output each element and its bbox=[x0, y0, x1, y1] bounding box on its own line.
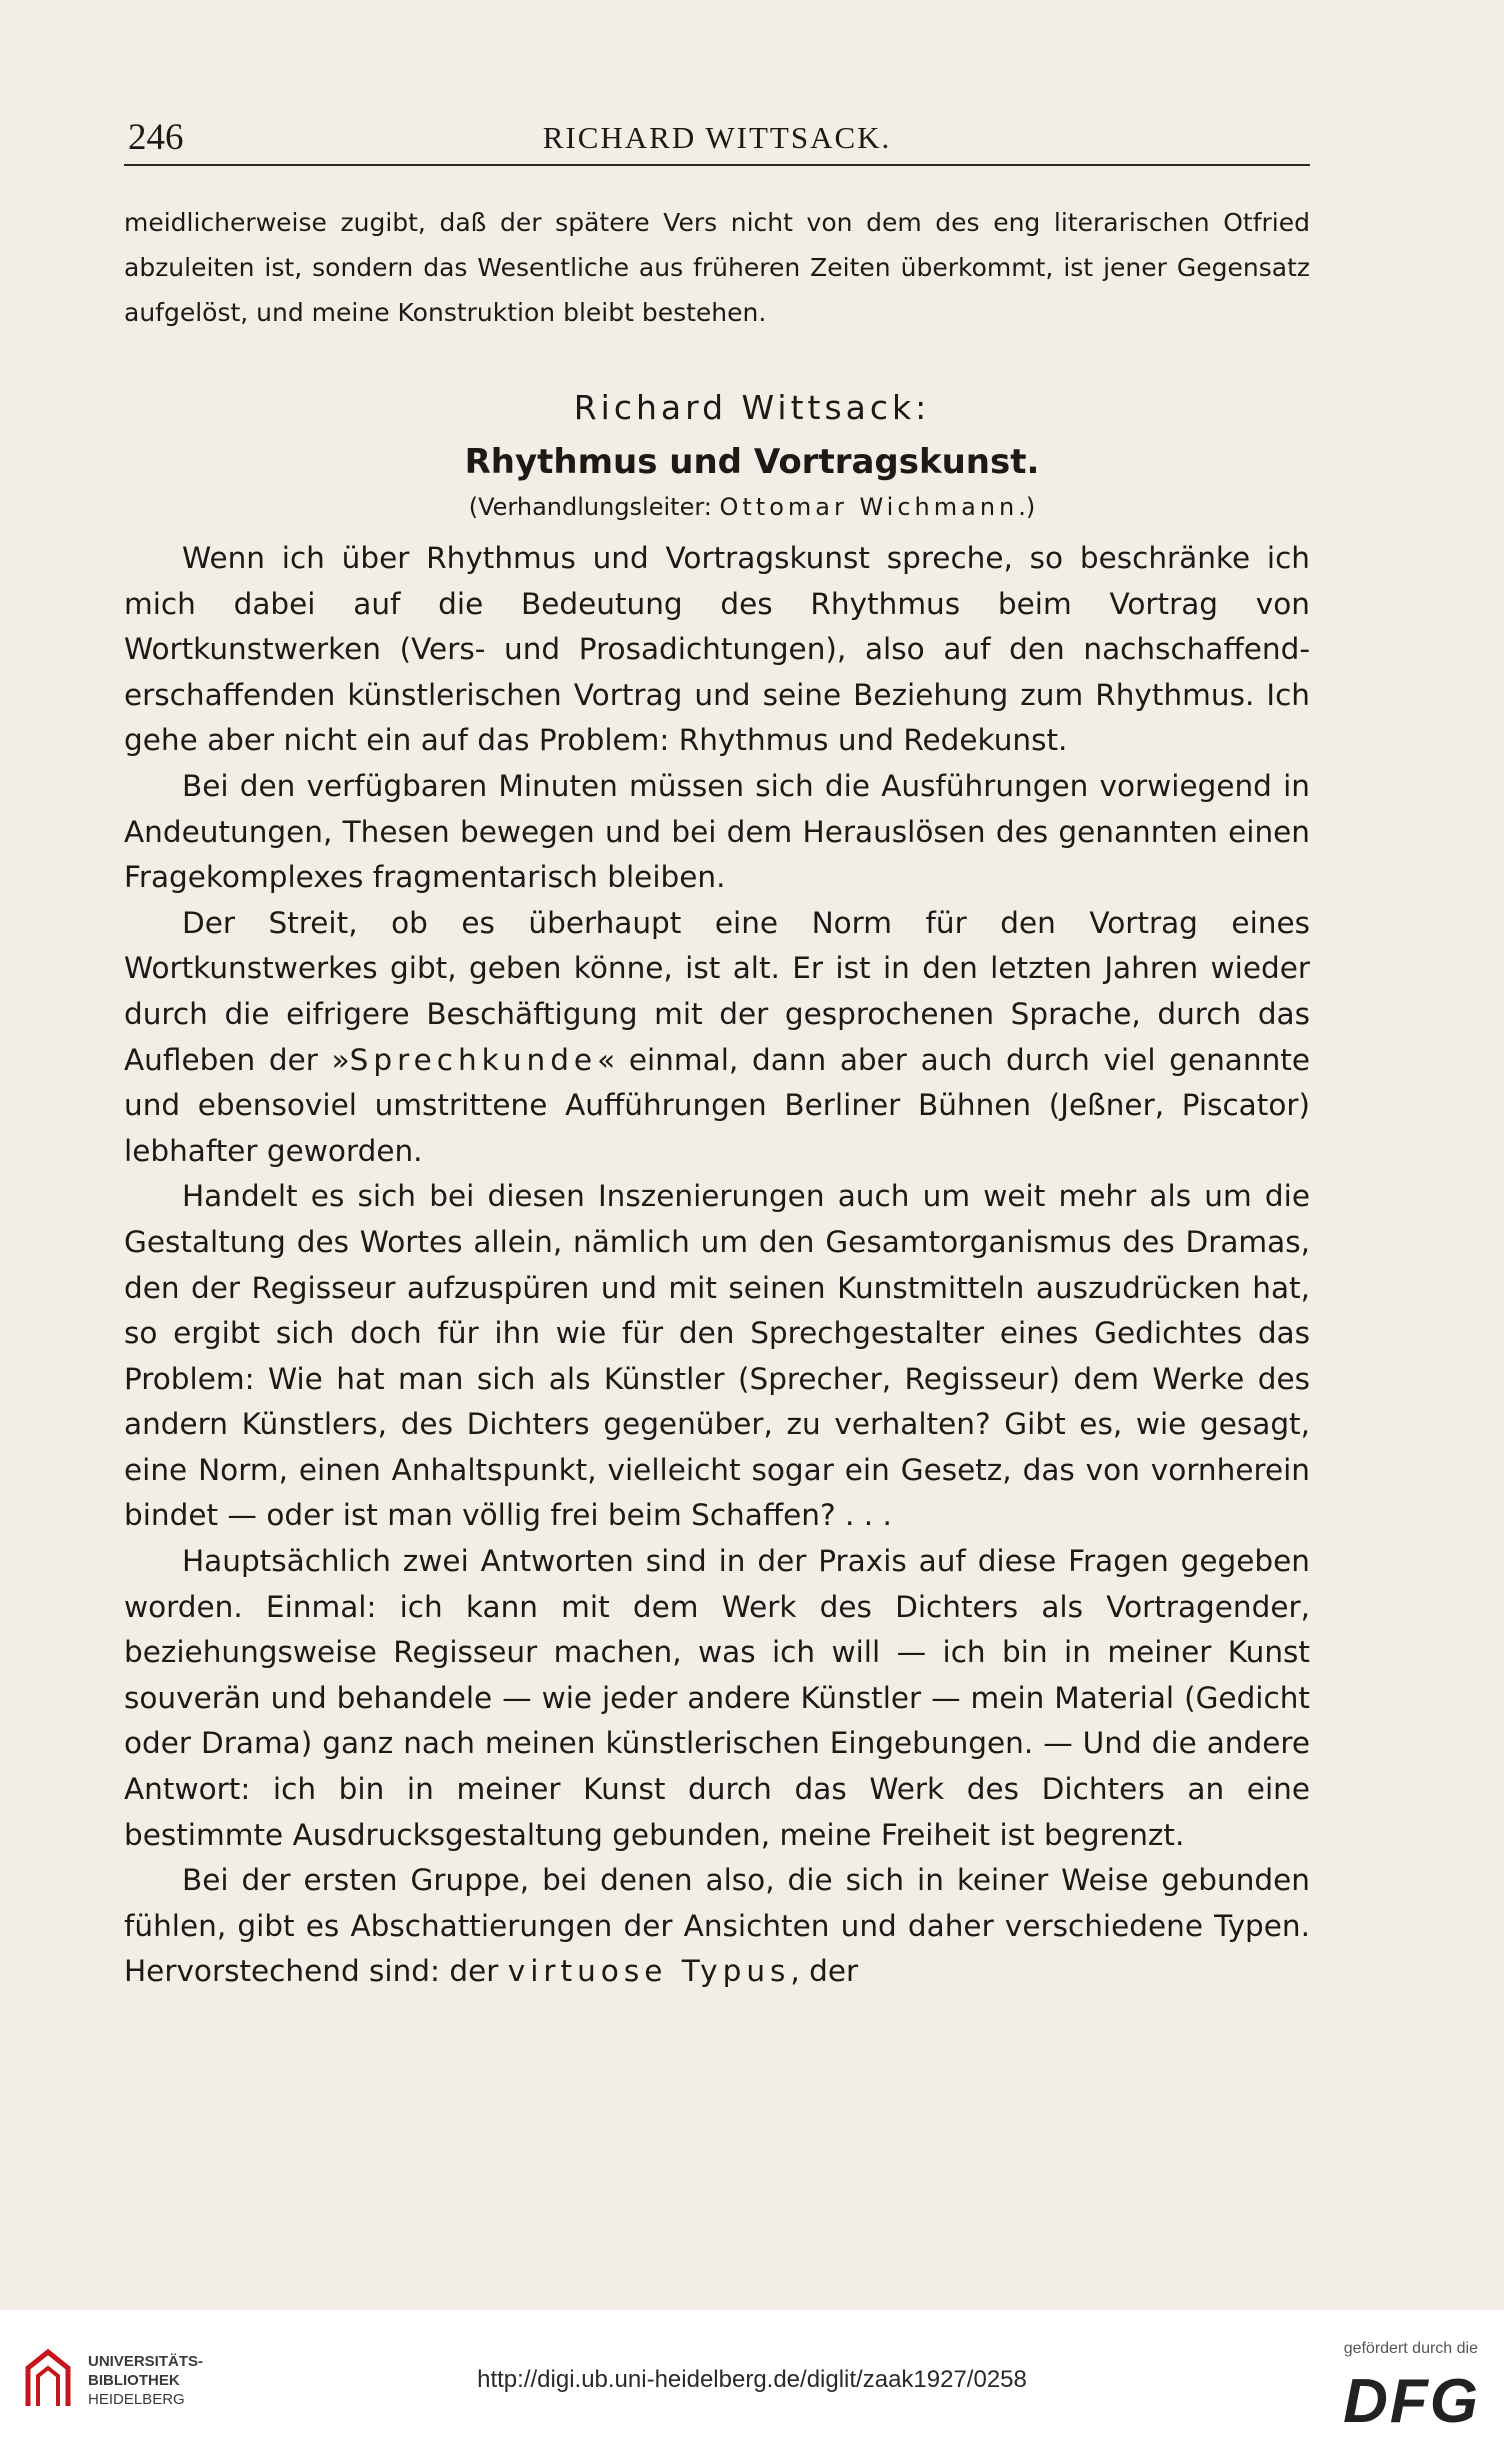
article-subtitle bbox=[0, 493, 1504, 521]
paragraph-1: Wenn ich über Rhythmus und Vortragskunst spreche, so beschränke ich mich dabei auf die Bedeutung des Rhythmus beim Vortrag von Wortkunstwerken (Vers- und Prosadichtungen), also auf den nachschaffend-erschaffenden künstlerischen Vortrag und seine Beziehung zum Rhythmus. Ich gehe aber nicht ein auf das Problem: Rhythmus und Redekunst. bbox=[124, 541, 1310, 758]
intro-paragraph-block bbox=[124, 200, 1310, 335]
dfg-logo: DFG bbox=[1343, 2367, 1480, 2436]
paragraph-3-spaced-term: Sprechkunde bbox=[349, 1042, 598, 1077]
subtitle-name: Ottomar Wichmann bbox=[719, 493, 1019, 521]
running-head: RICHARD WITTSACK. bbox=[542, 120, 892, 155]
paragraph-6-part-b: , der bbox=[790, 1954, 859, 1989]
library-name-line-2: BIBLIOTHEK bbox=[88, 2372, 180, 2389]
paragraph-2: Bei den verfügbaren Minuten müssen sich die Ausführungen vorwiegend in Andeutungen, Thesen bewegen und bei dem Herauslösen des genannten einen Fragekomplexes fragmentarisch bleiben. bbox=[124, 768, 1310, 895]
page-header bbox=[124, 116, 1310, 166]
funding-note: gefördert durch die bbox=[1343, 2340, 1478, 2357]
subtitle-prefix: (Verhandlungsleiter: bbox=[468, 493, 720, 521]
paragraph-3 bbox=[124, 901, 1310, 1175]
digitization-footer bbox=[0, 2310, 1504, 2450]
intro-paragraph: meidlicherweise zugibt, daß der spätere Vers nicht von dem des eng literarischen Otfried abzuleiten ist, sondern das Wesentliche aus früheren Zeiten überkommt, ist jener Gegensatz aufgelöst, und meine Konstruktion bleibt bestehen. bbox=[124, 208, 1310, 327]
article-body bbox=[124, 536, 1310, 1995]
page-number: 246 bbox=[128, 117, 184, 158]
paragraph-3-part-b: « einmal, dann aber auch durch viel genannte und ebensoviel umstrittene Aufführungen Berliner Bühnen (Jeßner, Piscator) lebhafter geworden. bbox=[124, 1042, 1310, 1168]
subtitle-suffix: .) bbox=[1018, 493, 1036, 521]
article-author: Richard Wittsack: bbox=[573, 388, 931, 427]
library-name-line-1: UNIVERSITÄTS- bbox=[88, 2353, 204, 2370]
paragraph-6-spaced-term: virtuose Typus bbox=[507, 1954, 791, 1989]
paragraph-5: Hauptsächlich zwei Antworten sind in der Praxis auf diese Fragen gegeben worden. Einmal: ich kann mit dem Werk des Dichters als Vortragender, beziehungsweise Regisseur machen, was ich will — ich bin in meiner Kunst souverän und behandele — wie jeder andere Künstler — mein Material (Gedicht oder Drama) ganz nach meinen künstlerischen Eingebungen. — Und die andere Antwort: ich bin in meiner Kunst durch das Werk des Dichters an eine bestimmte Ausdrucksgestaltung gebunden, meine Freiheit ist begrenzt. bbox=[124, 1544, 1310, 1852]
paragraph-3-part-a: Der Streit, ob es überhaupt eine Norm für den Vortrag eines Wortkunstwerkes gibt, geben könne, ist alt. Er ist in den letzten Jahren wieder durch die eifrigere Beschäftigung mit der gesprochenen Sprache, durch das Aufleben der » bbox=[124, 905, 1310, 1077]
paragraph-4: Handelt es sich bei diesen Inszenierungen auch um weit mehr als um die Gestaltung des Wortes allein, nämlich um den Gesamtorganismus des Dramas, den der Regisseur aufzuspüren und mit seinen Kunstmitteln auszudrücken hat, so ergibt sich doch für ihn wie für den Sprechgestalter eines Gedichtes das Problem: Wie hat man sich als Künstler (Sprecher, Regisseur) dem Werke des andern Künstlers, des Dichters gegenüber, zu verhalten? Gibt es, wie gesagt, eine Norm, einen Anhaltspunkt, vielleicht sogar ein Gesetz, das von vornherein bindet — oder ist man völlig frei beim Schaffen? . . . bbox=[124, 1179, 1310, 1533]
source-url-link[interactable]: http://digi.ub.uni-heidelberg.de/diglit/zaak1927/0258 bbox=[477, 2366, 1027, 2393]
paragraph-6 bbox=[124, 1858, 1310, 1995]
library-name-line-3: HEIDELBERG bbox=[88, 2391, 185, 2408]
article-title: Rhythmus und Vortragskunst. bbox=[464, 442, 1040, 482]
paragraph-6-part-a: Bei der ersten Gruppe, bei denen also, die sich in keiner Weise gebunden fühlen, gibt es Abschattierungen der Ansichten und daher verschiedene Typen. Hervorstechend sind: der bbox=[124, 1863, 1310, 1989]
